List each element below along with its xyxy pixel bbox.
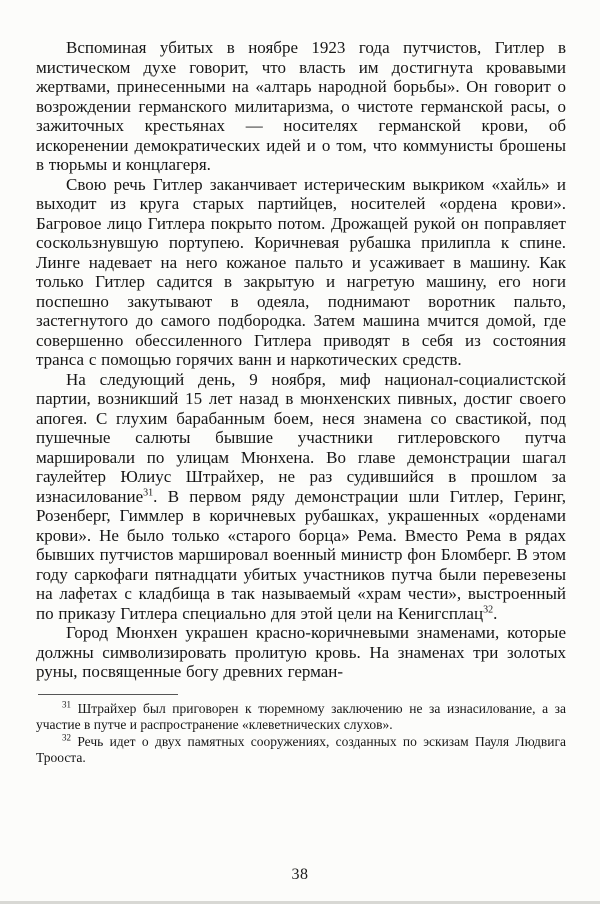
footnote-31-text: Штрайхер был приговорен к тюремному заключению не за изнасилование, а за участие в путче и распространение «клеветнических слухов». bbox=[36, 700, 566, 733]
paragraph-1: Вспоминая убитых в ноябре 1923 года путчистов, Гитлер в мистическом духе говорит, что власть им достигнута кровавыми жертвами, принесенными на «алтарь народной борьбы». Он говорит о возрождении германского милитаризма, о чистоте германской расы, о зажиточных крестьянах — носителях германской крови, об искоренении демократических идей и о том, что коммунисты брошены в тюрьмы и концлагеря. bbox=[36, 38, 566, 174]
footnote-ref-32: 32 bbox=[483, 603, 494, 615]
footnote-32-marker: 32 bbox=[62, 732, 71, 743]
paragraph-3-text-b: . В первом ряду демонстрации шли Гитлер, Геринг, Розенберг, Гиммлер в коричневых рубашках, украшенных «орденами крови». Не было только «старого борца» Рема. Вместо Рема в рядах бывших путчистов маршировал военный министр фон Бломберг. В этом году саркофаги пятнадцати убитых участников путча были перевезены на лафетах с кладбища в так называемый «храм чести», выстроенный по приказу Гитлера специально для этой цели на Кенигсплац bbox=[36, 486, 566, 623]
paragraph-3-text-c: . bbox=[493, 603, 498, 623]
footnote-31 bbox=[36, 701, 566, 734]
paragraph-4: Город Мюнхен украшен красно-коричневыми знаменами, которые должны символизировать пролитую кровь. На знаменах три золотых руны, посвященные богу древних герман- bbox=[36, 623, 566, 681]
page-number: 38 bbox=[291, 866, 309, 883]
footnotes-section bbox=[36, 694, 566, 767]
paragraph-3 bbox=[36, 370, 566, 624]
footnote-31-marker: 31 bbox=[62, 699, 71, 709]
footnote-separator-rule bbox=[38, 694, 178, 695]
main-text bbox=[36, 38, 566, 682]
paragraph-3-text-a: На следующий день, 9 ноября, миф национал-социалистской партии, возникший 15 лет назад в мюнхенских пивных, достиг своего апогея. С глухим барабанным боем, неся знамена со свастикой, под пушечные салюты бывшие участники гитлеровского путча маршировали по улицам Мюнхена. Во главе демонстрации шагал гаулейтер Юлиус Штрайхер, не раз судившийся в прошлом за изнасилование bbox=[36, 369, 566, 506]
footnote-32-text: Речь идет о двух памятных сооружениях, созданных по эскизам Пауля Людвига Трооста. bbox=[36, 733, 567, 766]
footnote-32 bbox=[36, 734, 566, 767]
footnote-ref-31: 31 bbox=[143, 486, 154, 498]
paragraph-2: Свою речь Гитлер заканчивает истерическим выкриком «хайль» и выходит из круга старых партийцев, носителей «ордена крови». Багровое лицо Гитлера покрыто потом. Дрожащей рукой он поправляет соскользнувшую портупею. Коричневая рубашка прилипла к спине. Линге надевает на него кожаное пальто и усаживает в машину. Как только Гитлер садится в закрытую и нагретую машину, его ноги поспешно закутывают в одеяла, поднимают воротник пальто, застегнутого до самого подбородка. Затем машина мчится домой, где совершенно обессиленного Гитлера приводят в себя из состояния транса с помощью горячих ванн и наркотических средств. bbox=[36, 174, 566, 369]
